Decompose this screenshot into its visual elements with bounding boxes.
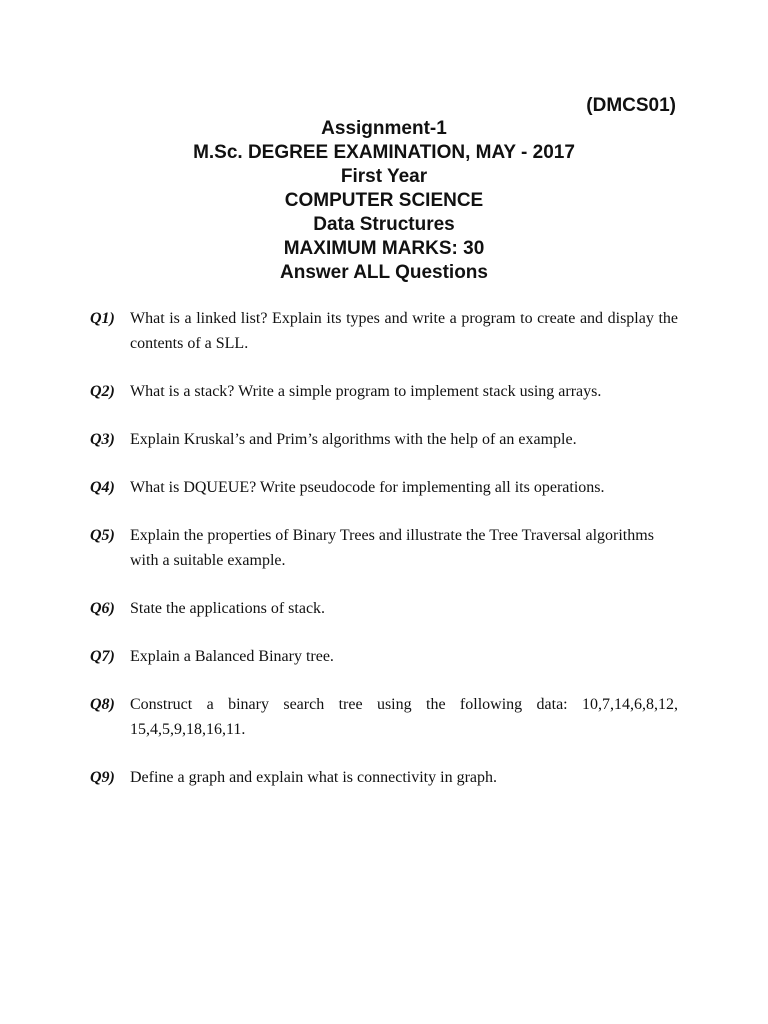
exam-name: M.Sc. DEGREE EXAMINATION, MAY - 2017	[193, 142, 575, 163]
question-number: Q3)	[90, 431, 115, 448]
question-text: Explain Kruskal’s and Prim’s algorithms with the help of an example.	[130, 431, 577, 448]
question-text: What is a linked list? Explain its types and write a program to create and display the contents of a SLL.	[130, 310, 678, 352]
question-1	[90, 306, 678, 356]
instruction: Answer ALL Questions	[280, 262, 488, 283]
question-text: What is a stack? Write a simple program to implement stack using arrays.	[130, 383, 602, 400]
question-8	[90, 692, 678, 742]
question-4	[90, 475, 678, 500]
question-2	[90, 379, 678, 404]
question-6	[90, 596, 678, 621]
question-number: Q1)	[90, 310, 115, 327]
question-number: Q4)	[90, 479, 115, 496]
question-text: Define a graph and explain what is connectivity in graph.	[130, 769, 497, 786]
question-text: Construct a binary search tree using the following data: 10,7,14,6,8,12, 15,4,5,9,18,16,11.	[130, 696, 678, 738]
exam-header	[0, 117, 768, 285]
assignment-title: Assignment-1	[321, 118, 447, 139]
maximum-marks: MAXIMUM MARKS: 30	[283, 238, 485, 259]
question-number: Q6)	[90, 600, 115, 617]
question-text: What is DQUEUE? Write pseudocode for implementing all its operations.	[130, 479, 605, 496]
subject: COMPUTER SCIENCE	[284, 190, 484, 211]
question-3	[90, 427, 678, 452]
question-9	[90, 765, 678, 790]
question-7	[90, 644, 678, 669]
question-text: State the applications of stack.	[130, 600, 326, 617]
question-text: Explain a Balanced Binary tree.	[130, 648, 334, 665]
paper-title: Data Structures	[313, 214, 455, 235]
year: First Year	[340, 166, 428, 187]
question-number: Q8)	[90, 696, 115, 713]
question-number: Q9)	[90, 769, 115, 786]
question-list	[90, 306, 678, 813]
course-code: (DMCS01)	[586, 95, 676, 116]
question-number: Q2)	[90, 383, 115, 400]
question-number: Q5)	[90, 527, 115, 544]
question-number: Q7)	[90, 648, 115, 665]
question-5	[90, 523, 678, 573]
question-text: Explain the properties of Binary Trees and illustrate the Tree Traversal algorithms with a suitable example.	[130, 527, 654, 569]
